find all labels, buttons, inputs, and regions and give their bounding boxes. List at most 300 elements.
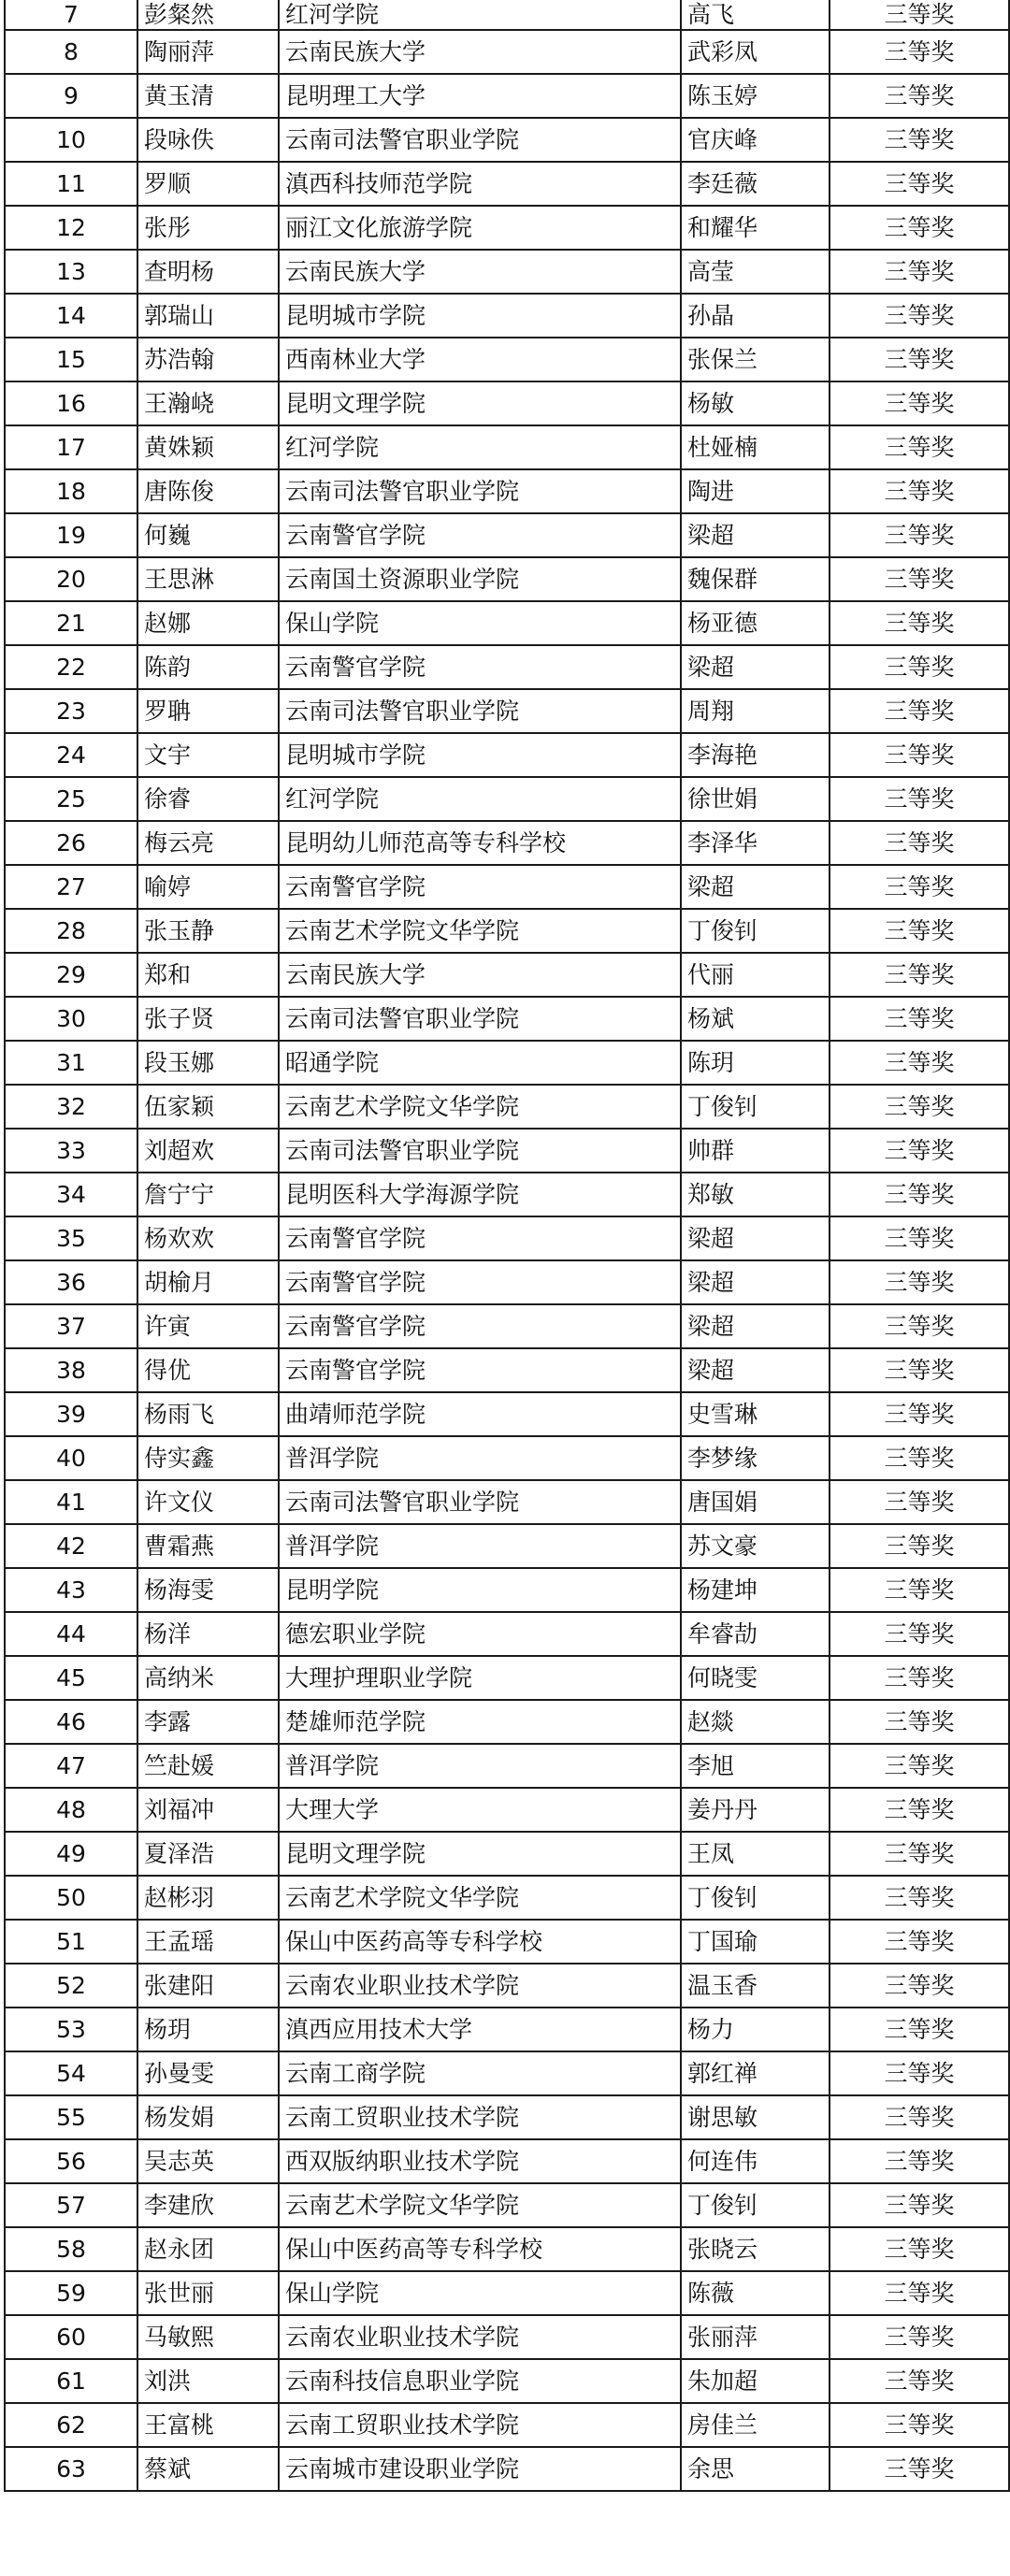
- teacher-name-cell: 陈薇: [681, 2271, 830, 2315]
- school-name-cell: 保山中医药高等专科学校: [279, 2227, 681, 2271]
- table-row: [5, 645, 1009, 689]
- student-name-cell: 赵彬羽: [137, 1876, 279, 1920]
- award-level-cell: 三等奖: [830, 1788, 1009, 1832]
- school-name-cell: 云南工贸职业技术学院: [279, 2403, 681, 2447]
- award-level-cell: 三等奖: [830, 1656, 1009, 1700]
- row-number-cell: 22: [5, 645, 137, 689]
- teacher-name-cell: 史雪琳: [681, 1392, 830, 1436]
- teacher-name-cell: 张丽萍: [681, 2315, 830, 2359]
- teacher-name-cell: 何晓雯: [681, 1656, 830, 1700]
- teacher-name-cell: 房佳兰: [681, 2403, 830, 2447]
- teacher-name-cell: 梁超: [681, 645, 830, 689]
- school-name-cell: 昭通学院: [279, 1041, 681, 1085]
- table-row: [5, 118, 1009, 162]
- row-number-cell: 53: [5, 2008, 137, 2051]
- award-level-cell: 三等奖: [830, 381, 1009, 425]
- school-name-cell: 云南警官学院: [279, 1260, 681, 1304]
- student-name-cell: 刘福冲: [137, 1788, 279, 1832]
- award-level-cell: 三等奖: [830, 1085, 1009, 1129]
- teacher-name-cell: 朱加超: [681, 2359, 830, 2403]
- row-number-cell: 49: [5, 1832, 137, 1876]
- student-name-cell: 伍家颖: [137, 1085, 279, 1129]
- school-name-cell: 云南艺术学院文华学院: [279, 909, 681, 953]
- row-number-cell: 13: [5, 250, 137, 294]
- student-name-cell: 张玉静: [137, 909, 279, 953]
- award-level-cell: 三等奖: [830, 1304, 1009, 1348]
- teacher-name-cell: 郭红禅: [681, 2051, 830, 2095]
- award-level-cell: 三等奖: [830, 1920, 1009, 1964]
- school-name-cell: 云南警官学院: [279, 1304, 681, 1348]
- table-row: [5, 2008, 1009, 2051]
- student-name-cell: 唐陈俊: [137, 469, 279, 513]
- school-name-cell: 普洱学院: [279, 1436, 681, 1480]
- student-name-cell: 高纳米: [137, 1656, 279, 1700]
- award-level-cell: 三等奖: [830, 1392, 1009, 1436]
- row-number-cell: 59: [5, 2271, 137, 2315]
- table-row: [5, 1260, 1009, 1304]
- table-row: [5, 425, 1009, 469]
- school-name-cell: 云南农业职业技术学院: [279, 2315, 681, 2359]
- row-number-cell: 45: [5, 1656, 137, 1700]
- table-row: [5, 909, 1009, 953]
- school-name-cell: 云南民族大学: [279, 953, 681, 997]
- teacher-name-cell: 陶进: [681, 469, 830, 513]
- student-name-cell: 杨洋: [137, 1612, 279, 1656]
- row-number-cell: 30: [5, 997, 137, 1041]
- award-level-cell: 三等奖: [830, 1041, 1009, 1085]
- teacher-name-cell: 李廷薇: [681, 162, 830, 206]
- teacher-name-cell: 郑敏: [681, 1173, 830, 1216]
- school-name-cell: 云南警官学院: [279, 865, 681, 909]
- school-name-cell: 云南警官学院: [279, 1348, 681, 1392]
- teacher-name-cell: 梁超: [681, 1348, 830, 1392]
- table-row: [5, 1832, 1009, 1876]
- school-name-cell: 普洱学院: [279, 1524, 681, 1568]
- row-number-cell: 62: [5, 2403, 137, 2447]
- student-name-cell: 胡榆月: [137, 1260, 279, 1304]
- table-row: [5, 1612, 1009, 1656]
- table-row: [5, 469, 1009, 513]
- row-number-cell: 16: [5, 381, 137, 425]
- student-name-cell: 蔡斌: [137, 2447, 279, 2491]
- school-name-cell: 云南民族大学: [279, 250, 681, 294]
- teacher-name-cell: 丁俊钊: [681, 1876, 830, 1920]
- teacher-name-cell: 梁超: [681, 1260, 830, 1304]
- award-level-cell: 三等奖: [830, 1964, 1009, 2008]
- row-number-cell: 32: [5, 1085, 137, 1129]
- award-level-cell: 三等奖: [830, 909, 1009, 953]
- school-name-cell: 云南工商学院: [279, 2051, 681, 2095]
- table-row: [5, 2359, 1009, 2403]
- school-name-cell: 云南司法警官职业学院: [279, 1129, 681, 1173]
- student-name-cell: 刘超欢: [137, 1129, 279, 1173]
- student-name-cell: 苏浩翰: [137, 338, 279, 381]
- award-level-cell: 三等奖: [830, 294, 1009, 338]
- student-name-cell: 黄玉清: [137, 74, 279, 118]
- award-level-cell: 三等奖: [830, 1568, 1009, 1612]
- award-level-cell: 三等奖: [830, 1876, 1009, 1920]
- row-number-cell: 8: [5, 30, 137, 74]
- student-name-cell: 竺赴媛: [137, 1744, 279, 1788]
- school-name-cell: 云南工贸职业技术学院: [279, 2095, 681, 2139]
- table-row: [5, 997, 1009, 1041]
- teacher-name-cell: 陈玥: [681, 1041, 830, 1085]
- row-number-cell: 18: [5, 469, 137, 513]
- teacher-name-cell: 丁俊钊: [681, 1085, 830, 1129]
- row-number-cell: 27: [5, 865, 137, 909]
- table-row: [5, 30, 1009, 74]
- award-level-cell: 三等奖: [830, 689, 1009, 733]
- teacher-name-cell: 徐世娟: [681, 777, 830, 821]
- teacher-name-cell: 唐国娟: [681, 1480, 830, 1524]
- award-table: [4, 0, 1010, 2492]
- teacher-name-cell: 杨力: [681, 2008, 830, 2051]
- award-level-cell: 三等奖: [830, 1744, 1009, 1788]
- award-level-cell: 三等奖: [830, 1216, 1009, 1260]
- table-row: [5, 1304, 1009, 1348]
- award-level-cell: 三等奖: [830, 1129, 1009, 1173]
- teacher-name-cell: 杨建坤: [681, 1568, 830, 1612]
- student-name-cell: 何巍: [137, 513, 279, 557]
- award-level-cell: 三等奖: [830, 2183, 1009, 2227]
- school-name-cell: 云南司法警官职业学院: [279, 997, 681, 1041]
- teacher-name-cell: 李梦缘: [681, 1436, 830, 1480]
- student-name-cell: 许文仪: [137, 1480, 279, 1524]
- student-name-cell: 许寅: [137, 1304, 279, 1348]
- row-number-cell: 38: [5, 1348, 137, 1392]
- school-name-cell: 云南警官学院: [279, 1216, 681, 1260]
- award-level-cell: 三等奖: [830, 1480, 1009, 1524]
- table-row: [5, 1436, 1009, 1480]
- award-level-cell: 三等奖: [830, 1524, 1009, 1568]
- school-name-cell: 云南国土资源职业学院: [279, 557, 681, 601]
- student-name-cell: 徐睿: [137, 777, 279, 821]
- teacher-name-cell: 周翔: [681, 689, 830, 733]
- row-number-cell: 29: [5, 953, 137, 997]
- row-number-cell: 17: [5, 425, 137, 469]
- row-number-cell: 44: [5, 1612, 137, 1656]
- school-name-cell: 云南艺术学院文华学院: [279, 2183, 681, 2227]
- row-number-cell: 37: [5, 1304, 137, 1348]
- award-level-cell: 三等奖: [830, 74, 1009, 118]
- table-row: [5, 250, 1009, 294]
- student-name-cell: 郭瑞山: [137, 294, 279, 338]
- school-name-cell: 楚雄师范学院: [279, 1700, 681, 1744]
- student-name-cell: 梅云亮: [137, 821, 279, 865]
- student-name-cell: 王孟瑶: [137, 1920, 279, 1964]
- student-name-cell: 杨海雯: [137, 1568, 279, 1612]
- row-number-cell: 28: [5, 909, 137, 953]
- student-name-cell: 詹宁宁: [137, 1173, 279, 1216]
- teacher-name-cell: 谢思敏: [681, 2095, 830, 2139]
- row-number-cell: 61: [5, 2359, 137, 2403]
- table-row: [5, 338, 1009, 381]
- table-row: [5, 1524, 1009, 1568]
- school-name-cell: 云南警官学院: [279, 645, 681, 689]
- teacher-name-cell: 高飞: [681, 0, 830, 30]
- student-name-cell: 侍实鑫: [137, 1436, 279, 1480]
- table-row: [5, 733, 1009, 777]
- row-number-cell: 42: [5, 1524, 137, 1568]
- award-level-cell: 三等奖: [830, 2139, 1009, 2183]
- school-name-cell: 红河学院: [279, 0, 681, 30]
- table-row: [5, 1788, 1009, 1832]
- teacher-name-cell: 丁俊钊: [681, 909, 830, 953]
- school-name-cell: 丽江文化旅游学院: [279, 206, 681, 250]
- table-row: [5, 381, 1009, 425]
- teacher-name-cell: 梁超: [681, 1216, 830, 1260]
- student-name-cell: 杨欢欢: [137, 1216, 279, 1260]
- school-name-cell: 昆明幼儿师范高等专科学校: [279, 821, 681, 865]
- table-row: [5, 2183, 1009, 2227]
- table-row: [5, 1920, 1009, 1964]
- school-name-cell: 昆明城市学院: [279, 733, 681, 777]
- teacher-name-cell: 高莹: [681, 250, 830, 294]
- award-level-cell: 三等奖: [830, 30, 1009, 74]
- school-name-cell: 昆明医科大学海源学院: [279, 1173, 681, 1216]
- row-number-cell: 40: [5, 1436, 137, 1480]
- table-row: [5, 1744, 1009, 1788]
- table-row: [5, 821, 1009, 865]
- teacher-name-cell: 何连伟: [681, 2139, 830, 2183]
- student-name-cell: 陶丽萍: [137, 30, 279, 74]
- teacher-name-cell: 丁俊钊: [681, 2183, 830, 2227]
- teacher-name-cell: 梁超: [681, 1304, 830, 1348]
- row-number-cell: 39: [5, 1392, 137, 1436]
- table-row: [5, 601, 1009, 645]
- award-level-cell: 三等奖: [830, 645, 1009, 689]
- school-name-cell: 德宏职业学院: [279, 1612, 681, 1656]
- school-name-cell: 滇西应用技术大学: [279, 2008, 681, 2051]
- teacher-name-cell: 梁超: [681, 865, 830, 909]
- award-level-cell: 三等奖: [830, 469, 1009, 513]
- school-name-cell: 云南农业职业技术学院: [279, 1964, 681, 2008]
- table-row: [5, 1568, 1009, 1612]
- row-number-cell: 9: [5, 74, 137, 118]
- table-row: [5, 1876, 1009, 1920]
- student-name-cell: 郑和: [137, 953, 279, 997]
- award-level-cell: 三等奖: [830, 601, 1009, 645]
- table-row: [5, 1392, 1009, 1436]
- student-name-cell: 杨雨飞: [137, 1392, 279, 1436]
- student-name-cell: 陈韵: [137, 645, 279, 689]
- student-name-cell: 刘洪: [137, 2359, 279, 2403]
- row-number-cell: 58: [5, 2227, 137, 2271]
- row-number-cell: 24: [5, 733, 137, 777]
- teacher-name-cell: 牟睿劼: [681, 1612, 830, 1656]
- award-level-cell: 三等奖: [830, 1832, 1009, 1876]
- row-number-cell: 33: [5, 1129, 137, 1173]
- award-level-cell: 三等奖: [830, 206, 1009, 250]
- table-row: [5, 2095, 1009, 2139]
- teacher-name-cell: 帅群: [681, 1129, 830, 1173]
- school-name-cell: 云南司法警官职业学院: [279, 1480, 681, 1524]
- award-table-body: [5, 0, 1009, 2491]
- teacher-name-cell: 魏保群: [681, 557, 830, 601]
- table-row: [5, 1964, 1009, 2008]
- row-number-cell: 55: [5, 2095, 137, 2139]
- award-level-cell: 三等奖: [830, 425, 1009, 469]
- student-name-cell: 查明杨: [137, 250, 279, 294]
- school-name-cell: 红河学院: [279, 425, 681, 469]
- school-name-cell: 昆明文理学院: [279, 381, 681, 425]
- award-level-cell: 三等奖: [830, 733, 1009, 777]
- teacher-name-cell: 杨亚德: [681, 601, 830, 645]
- student-name-cell: 张世丽: [137, 2271, 279, 2315]
- student-name-cell: 彭粲然: [137, 0, 279, 30]
- student-name-cell: 王思淋: [137, 557, 279, 601]
- student-name-cell: 曹霜燕: [137, 1524, 279, 1568]
- table-row: [5, 1216, 1009, 1260]
- row-number-cell: 10: [5, 118, 137, 162]
- row-number-cell: 19: [5, 513, 137, 557]
- table-row: [5, 1085, 1009, 1129]
- award-level-cell: 三等奖: [830, 2227, 1009, 2271]
- table-row: [5, 206, 1009, 250]
- teacher-name-cell: 武彩凤: [681, 30, 830, 74]
- student-name-cell: 段玉娜: [137, 1041, 279, 1085]
- student-name-cell: 赵娜: [137, 601, 279, 645]
- row-number-cell: 46: [5, 1700, 137, 1744]
- table-row: [5, 294, 1009, 338]
- student-name-cell: 罗顺: [137, 162, 279, 206]
- table-row: [5, 1173, 1009, 1216]
- school-name-cell: 西双版纳职业技术学院: [279, 2139, 681, 2183]
- teacher-name-cell: 杨敏: [681, 381, 830, 425]
- row-number-cell: 35: [5, 1216, 137, 1260]
- student-name-cell: 得优: [137, 1348, 279, 1392]
- award-level-cell: 三等奖: [830, 953, 1009, 997]
- award-level-cell: 三等奖: [830, 1260, 1009, 1304]
- school-name-cell: 红河学院: [279, 777, 681, 821]
- table-row: [5, 1348, 1009, 1392]
- teacher-name-cell: 李海艳: [681, 733, 830, 777]
- teacher-name-cell: 温玉香: [681, 1964, 830, 2008]
- row-number-cell: 48: [5, 1788, 137, 1832]
- teacher-name-cell: 苏文豪: [681, 1524, 830, 1568]
- award-level-cell: 三等奖: [830, 2271, 1009, 2315]
- student-name-cell: 李露: [137, 1700, 279, 1744]
- award-level-cell: 三等奖: [830, 777, 1009, 821]
- teacher-name-cell: 陈玉婷: [681, 74, 830, 118]
- student-name-cell: 杨玥: [137, 2008, 279, 2051]
- row-number-cell: 20: [5, 557, 137, 601]
- student-name-cell: 张彤: [137, 206, 279, 250]
- table-row: [5, 74, 1009, 118]
- award-level-cell: 三等奖: [830, 821, 1009, 865]
- award-level-cell: 三等奖: [830, 338, 1009, 381]
- row-number-cell: 51: [5, 1920, 137, 1964]
- school-name-cell: 昆明城市学院: [279, 294, 681, 338]
- award-level-cell: 三等奖: [830, 2447, 1009, 2491]
- table-row: [5, 2403, 1009, 2447]
- table-row: [5, 2227, 1009, 2271]
- row-number-cell: 11: [5, 162, 137, 206]
- award-level-cell: 三等奖: [830, 1612, 1009, 1656]
- school-name-cell: 云南司法警官职业学院: [279, 689, 681, 733]
- student-name-cell: 夏泽浩: [137, 1832, 279, 1876]
- award-level-cell: 三等奖: [830, 250, 1009, 294]
- school-name-cell: 曲靖师范学院: [279, 1392, 681, 1436]
- school-name-cell: 昆明文理学院: [279, 1832, 681, 1876]
- award-level-cell: 三等奖: [830, 162, 1009, 206]
- table-row: [5, 0, 1009, 30]
- row-number-cell: 56: [5, 2139, 137, 2183]
- award-level-cell: 三等奖: [830, 2008, 1009, 2051]
- student-name-cell: 文宇: [137, 733, 279, 777]
- table-row: [5, 2447, 1009, 2491]
- table-row: [5, 557, 1009, 601]
- school-name-cell: 昆明理工大学: [279, 74, 681, 118]
- award-level-cell: 三等奖: [830, 997, 1009, 1041]
- row-number-cell: 25: [5, 777, 137, 821]
- table-row: [5, 513, 1009, 557]
- school-name-cell: 普洱学院: [279, 1744, 681, 1788]
- school-name-cell: 保山学院: [279, 601, 681, 645]
- teacher-name-cell: 梁超: [681, 513, 830, 557]
- award-level-cell: 三等奖: [830, 0, 1009, 30]
- table-row: [5, 1041, 1009, 1085]
- award-level-cell: 三等奖: [830, 557, 1009, 601]
- school-name-cell: 云南司法警官职业学院: [279, 469, 681, 513]
- school-name-cell: 滇西科技师范学院: [279, 162, 681, 206]
- teacher-name-cell: 王凤: [681, 1832, 830, 1876]
- teacher-name-cell: 姜丹丹: [681, 1788, 830, 1832]
- award-level-cell: 三等奖: [830, 513, 1009, 557]
- table-row: [5, 1700, 1009, 1744]
- teacher-name-cell: 余思: [681, 2447, 830, 2491]
- row-number-cell: 54: [5, 2051, 137, 2095]
- table-row: [5, 2051, 1009, 2095]
- school-name-cell: 云南城市建设职业学院: [279, 2447, 681, 2491]
- award-level-cell: 三等奖: [830, 2315, 1009, 2359]
- award-level-cell: 三等奖: [830, 1348, 1009, 1392]
- school-name-cell: 云南艺术学院文华学院: [279, 1876, 681, 1920]
- award-level-cell: 三等奖: [830, 2359, 1009, 2403]
- teacher-name-cell: 赵燚: [681, 1700, 830, 1744]
- row-number-cell: 57: [5, 2183, 137, 2227]
- student-name-cell: 段咏佚: [137, 118, 279, 162]
- school-name-cell: 保山学院: [279, 2271, 681, 2315]
- school-name-cell: 云南司法警官职业学院: [279, 118, 681, 162]
- teacher-name-cell: 杜娅楠: [681, 425, 830, 469]
- student-name-cell: 吴志英: [137, 2139, 279, 2183]
- table-row: [5, 2139, 1009, 2183]
- table-row: [5, 2315, 1009, 2359]
- table-row: [5, 2271, 1009, 2315]
- row-number-cell: 60: [5, 2315, 137, 2359]
- row-number-cell: 36: [5, 1260, 137, 1304]
- table-row: [5, 777, 1009, 821]
- row-number-cell: 34: [5, 1173, 137, 1216]
- school-name-cell: 大理护理职业学院: [279, 1656, 681, 1700]
- teacher-name-cell: 张晓云: [681, 2227, 830, 2271]
- award-level-cell: 三等奖: [830, 2095, 1009, 2139]
- teacher-name-cell: 杨斌: [681, 997, 830, 1041]
- teacher-name-cell: 丁国瑜: [681, 1920, 830, 1964]
- table-row: [5, 162, 1009, 206]
- school-name-cell: 云南艺术学院文华学院: [279, 1085, 681, 1129]
- student-name-cell: 马敏熙: [137, 2315, 279, 2359]
- table-row: [5, 953, 1009, 997]
- school-name-cell: 云南科技信息职业学院: [279, 2359, 681, 2403]
- table-row: [5, 1480, 1009, 1524]
- school-name-cell: 昆明学院: [279, 1568, 681, 1612]
- row-number-cell: 31: [5, 1041, 137, 1085]
- table-row: [5, 1129, 1009, 1173]
- student-name-cell: 张子贤: [137, 997, 279, 1041]
- school-name-cell: 大理大学: [279, 1788, 681, 1832]
